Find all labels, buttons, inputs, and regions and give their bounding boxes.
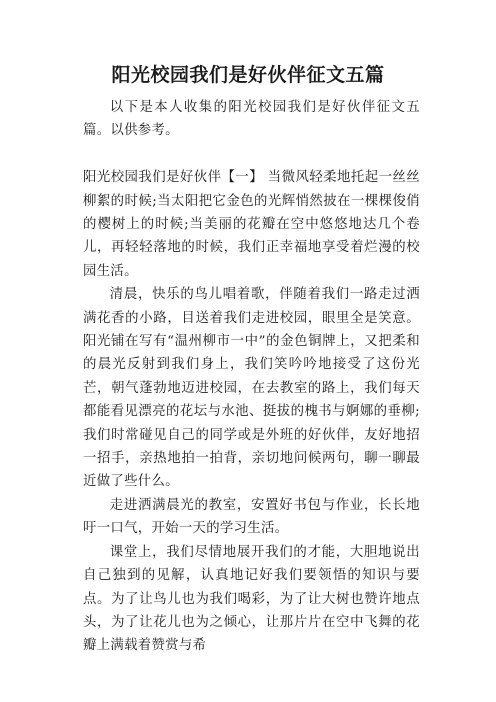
section-1-heading: 阳光校园我们是好伙伴【一】 <box>83 170 264 186</box>
intro-paragraph: 以下是本人收集的阳光校园我们是好伙伴征文五篇。以供参考。 <box>83 100 420 139</box>
document-body <box>83 96 420 658</box>
body-paragraph: 清晨，快乐的鸟儿唱着歌，伴随着我们一路走过洒满花香的小路，目送着我们走进校园，眼里全是笑意。阳光铺在写有“温州柳市一中”的金色铜牌上，又把柔和的晨光反射到我们身上，我们笑吟吟地接受了这份光芒，朝气蓬勃地迈进校园，在去教室的路上，我们每天都能看见漂亮的花坛与水池、挺拔的槐书与婀娜的垂柳;我们时常碰见自己的同学或是外班的好伙伴，友好地招一招手，亲热地拍一拍背，亲切地问候两句，聊一聊最近做了些什么。 <box>83 287 420 490</box>
body-paragraph: 走进洒满晨光的教室，安置好书包与作业，长长地吁一口气，开始一天的学习生活。 <box>83 497 420 537</box>
body-paragraph: 课堂上，我们尽情地展开我们的才能，大胆地说出自己独到的见解，认真地记好我们要领悟的知识与要点。为了让鸟儿也为我们喝彩，为了让大树也赞许地点头，为了让花儿也为之倾心，让那片片在空中飞舞的花瓣上满载着赞赏与希 <box>83 544 420 654</box>
document-title: 阳光校园我们是好伙伴征文五篇 <box>111 64 385 86</box>
section-1-opening-text: 当微风轻柔地托起一丝丝柳絮的时候;当太阳把它金色的光辉悄然披在一棵棵俊俏的樱树上的时候;当美丽的花瓣在空中悠悠地达几个卷儿，再轻轻落地的时候，我们正幸福地享受着烂漫的校园生活。 <box>83 170 420 279</box>
section-1-opening-paragraph <box>83 166 420 283</box>
paragraph-gap <box>83 143 420 166</box>
